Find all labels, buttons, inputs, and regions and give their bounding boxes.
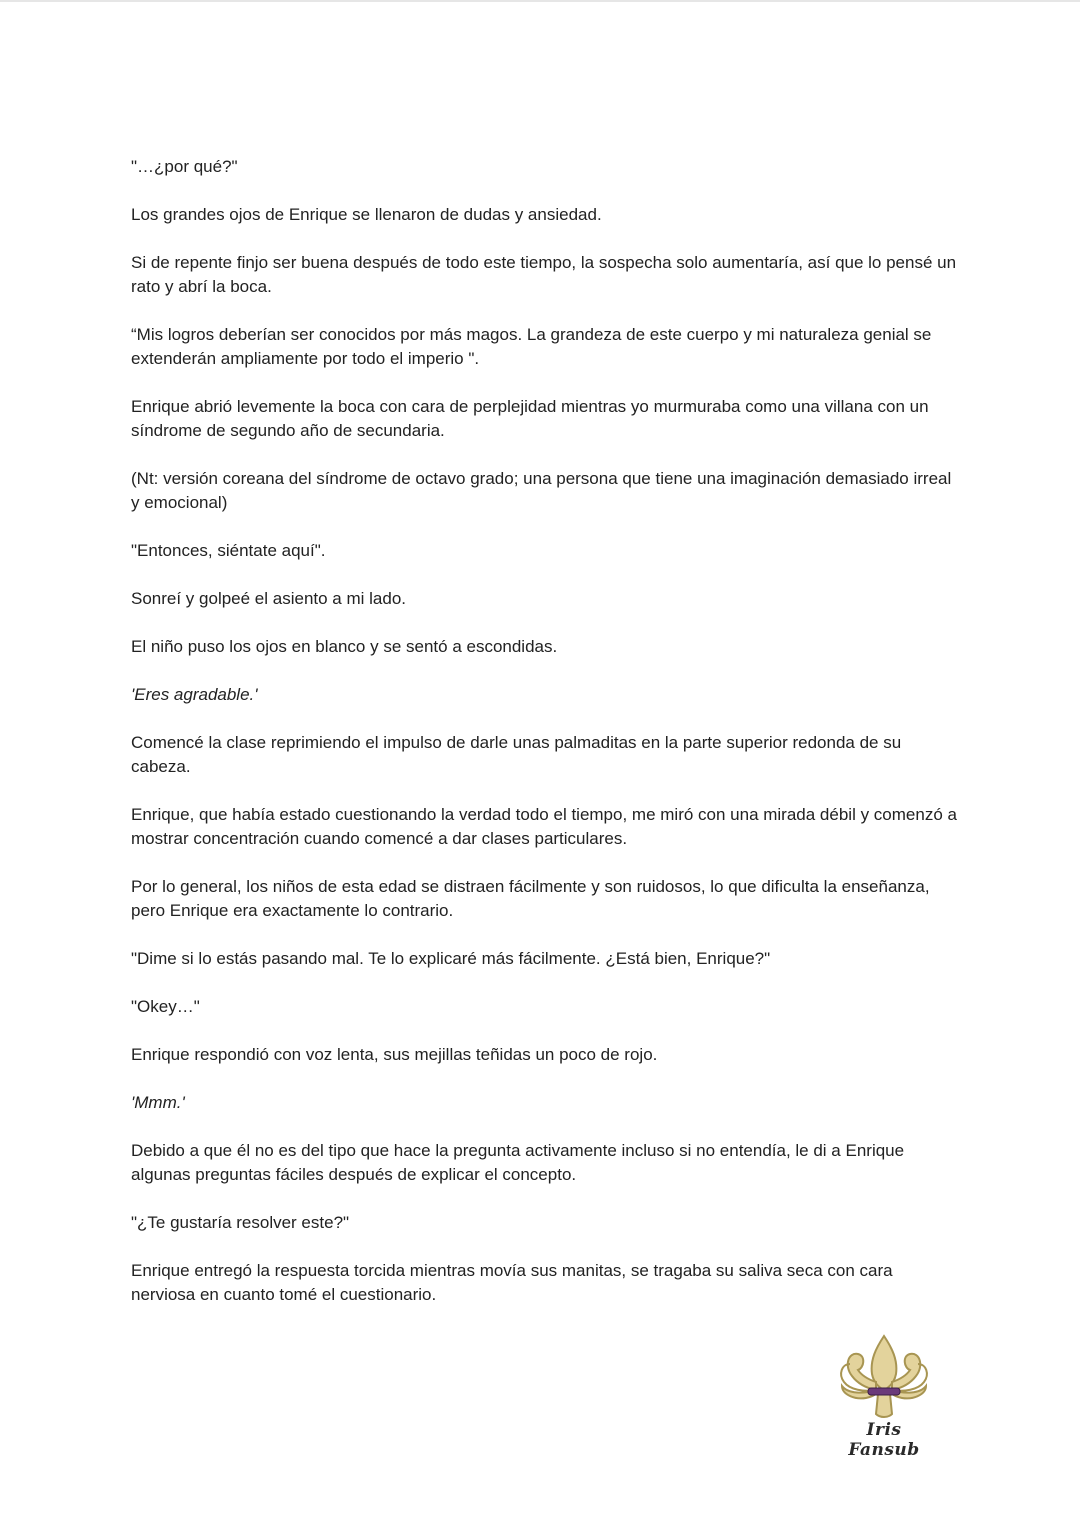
paragraph: "¿Te gustaría resolver este?" (131, 1213, 350, 1232)
watermark-logo (828, 1332, 938, 1460)
paragraph: Enrique respondió con voz lenta, sus mejillas teñidas un poco de rojo. (131, 1045, 658, 1064)
paragraph: 'Eres agradable.' (131, 685, 258, 704)
paragraph: Enrique abrió levemente la boca con cara de perplejidad mientras yo murmuraba como una villana con un síndrome de segundo año de secundaria. (131, 397, 929, 440)
paragraph: “Mis logros deberían ser conocidos por más magos. La grandeza de este cuerpo y mi naturaleza genial se extenderán ampliamente por todo el imperio ". (131, 325, 932, 368)
paragraph: "Okey…" (131, 997, 200, 1016)
paragraph: "…¿por qué?" (131, 157, 238, 176)
paragraph: Sonreí y golpeé el asiento a mi lado. (131, 589, 407, 608)
fleur-de-lis-icon (836, 1332, 932, 1422)
paragraph: Si de repente finjo ser buena después de todo este tiempo, la sospecha solo aumentaría, así que lo pensé un rato y abrí la boca. (131, 253, 957, 296)
paragraph: Por lo general, los niños de esta edad se distraen fácilmente y son ruidosos, lo que dificulta la enseñanza, pero Enrique era exactamente lo contrario. (131, 877, 930, 920)
paragraph: "Dime si lo estás pasando mal. Te lo explicaré más fácilmente. ¿Está bien, Enrique?" (131, 949, 771, 968)
paragraph: "Entonces, siéntate aquí". (131, 541, 326, 560)
document-body (131, 155, 961, 1331)
paragraph: Enrique entregó la respuesta torcida mientras movía sus manitas, se tragaba su saliva seca con cara nerviosa en cuanto tomé el cuestionario. (131, 1261, 893, 1304)
paragraph: El niño puso los ojos en blanco y se sentó a escondidas. (131, 637, 558, 656)
paragraph: Debido a que él no es del tipo que hace la pregunta activamente incluso si no entendía, le di a Enrique algunas preguntas fáciles después de explicar el concepto. (131, 1141, 905, 1184)
paragraph: Los grandes ojos de Enrique se llenaron de dudas y ansiedad. (131, 205, 602, 224)
paragraph: (Nt: versión coreana del síndrome de octavo grado; una persona que tiene una imaginación demasiado irreal y emocional) (131, 469, 952, 512)
paragraph: 'Mmm.' (131, 1093, 185, 1112)
page-top-border (0, 0, 1080, 2)
watermark-text: Iris Fansub (848, 1420, 920, 1460)
paragraph: Comencé la clase reprimiendo el impulso de darle unas palmaditas en la parte superior redonda de su cabeza. (131, 733, 902, 776)
paragraph: Enrique, que había estado cuestionando la verdad todo el tiempo, me miró con una mirada débil y comenzó a mostrar concentración cuando comencé a dar clases particulares. (131, 805, 957, 848)
